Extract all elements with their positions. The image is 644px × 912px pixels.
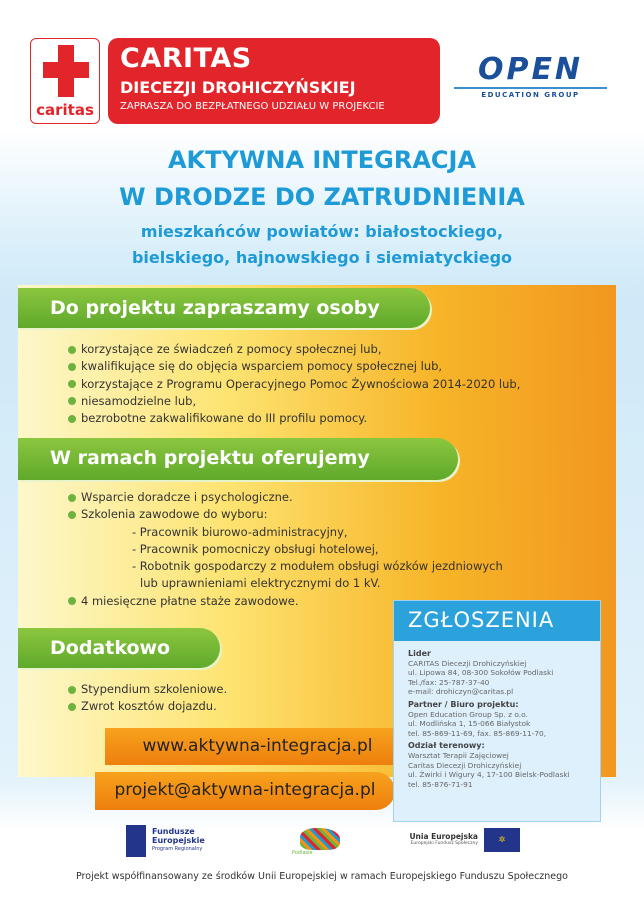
website-link[interactable]: www.aktywna-integracja.pl [105, 728, 410, 765]
lider-line: CARITAS Diecezji Drohiczyńskiej [408, 658, 527, 668]
fe-text: Fundusze [152, 827, 195, 836]
lider-line: ul. Lipowa 84, 08-300 Sokołów Podlaski [408, 668, 554, 678]
list-item: korzystające ze świadczeń z pomocy społecznej lub, [68, 341, 520, 358]
fe-flag-icon [126, 825, 146, 857]
podlasie-logo [292, 826, 342, 858]
subtitle-line1: mieszkańców powiatów: białostockiego, [140, 222, 504, 241]
list-item: niesamodzielne lub, [68, 393, 520, 410]
ue-text: Europejski Fundusz Społeczny [410, 841, 478, 846]
email-link[interactable]: projekt@aktywna-integracja.pl [95, 772, 395, 810]
odzial-line: Caritas Diecezji Drohiczyńskiej [408, 760, 522, 770]
banner-tagline: ZAPRASZA DO BEZPŁATNEGO UDZIAŁU W PROJEKCIE [120, 101, 385, 112]
partner-line: Open Education Group Sp. z o.o. [408, 709, 528, 719]
odzial-line: tel. 85-876-71-91 [408, 779, 473, 789]
partner-line: tel. 85-869-11-69, fax. 85-869-11-70, [408, 728, 547, 738]
fe-text: Program Regionalny [152, 846, 203, 852]
section-heading-offer: W ramach projektu oferujemy [18, 438, 458, 480]
odzial-line: ul. Żwirki i Wigury 4, 17-100 Bielsk-Podlaski [408, 770, 570, 780]
contact-heading: ZGŁOSZENIA [394, 601, 600, 641]
subtitle-line2: bielskiego, hajnowskiego i siemiatyckiego [131, 248, 513, 267]
sub-item: - Pracownik pomocniczy obsługi hotelowej, [132, 541, 379, 556]
section-heading-invite: Do projektu zapraszamy osoby [18, 288, 430, 328]
odzial-label: Odział terenowy: [408, 741, 485, 751]
open-logo-text: OPEN [477, 52, 584, 87]
partner-label: Partner / Biuro projektu: [408, 699, 519, 709]
odzial-line: Warsztat Terapii Zajęciowej [408, 750, 509, 760]
list-item: 4 miesięczne płatne staże zawodowe. [68, 593, 503, 610]
list-item: Szkolenia zawodowe do wyboru: [68, 506, 503, 523]
caritas-banner [108, 38, 440, 124]
sub-item: - Pracownik biurowo-administracyjny, [132, 524, 348, 539]
contact-box [393, 600, 601, 822]
list-item: Stypendium szkoleniowe. [68, 681, 227, 698]
bison-icon [300, 828, 340, 850]
fundusze-europejskie-logo [126, 825, 276, 859]
list-item: Wsparcie doradcze i psychologiczne. [68, 489, 503, 506]
caritas-logo-text: caritas [36, 101, 94, 119]
main-title-line2: W DRODZE DO ZATRUDNIENIA [119, 183, 525, 211]
cross-icon [43, 45, 89, 97]
lider-label: Lider [408, 649, 431, 658]
offer-list [68, 489, 503, 610]
open-logo-sub: EDUCATION GROUP [481, 91, 580, 99]
list-item: korzystające z Programu Operacyjnego Pomoc Żywnościowa 2014-2020 lub, [68, 376, 520, 393]
ue-text: Unia Europejska [409, 832, 478, 841]
partner-line: ul. Modlińska 1, 15-066 Białystok [408, 719, 531, 729]
fe-text: Europejskie [152, 836, 205, 845]
sub-item: - Robotnik gospodarczy z modułem obsługi wózków jezdniowych [132, 559, 503, 574]
sub-item: lub uprawnieniami elektrycznymi do 1 kV. [140, 576, 381, 591]
invite-list [68, 341, 520, 427]
footer-text: Projekt współfinansowany ze środków Unii Europejskiej w ramach Europejskiego Funduszu Społecznego [76, 871, 568, 882]
logo-divider [454, 87, 607, 89]
main-title-line1: AKTYWNA INTEGRACJA [167, 146, 477, 174]
podlasie-text: Podlasie [292, 850, 313, 856]
banner-subtitle: DIECEZJI DROHICZYŃSKIEJ [120, 78, 356, 97]
ue-logo [400, 828, 520, 858]
list-item: kwalifikujące się do objęcia wsparciem pomocy społecznej lub, [68, 358, 520, 375]
lider-email[interactable]: e-mail: drohiczyn@caritas.pl [408, 687, 514, 697]
caritas-logo [30, 38, 100, 124]
banner-title: CARITAS [120, 43, 252, 74]
eu-flag-icon: ✲ [484, 828, 520, 852]
list-item: Zwrot kosztów dojazdu. [68, 698, 227, 715]
section-heading-extra: Dodatkowo [18, 628, 220, 668]
extra-list [68, 681, 227, 716]
open-education-logo [448, 52, 613, 100]
list-item: bezrobotne zakwalifikowane do III profilu pomocy. [68, 410, 520, 427]
lider-line: Tel./fax: 25-787-37-40 [408, 677, 490, 687]
